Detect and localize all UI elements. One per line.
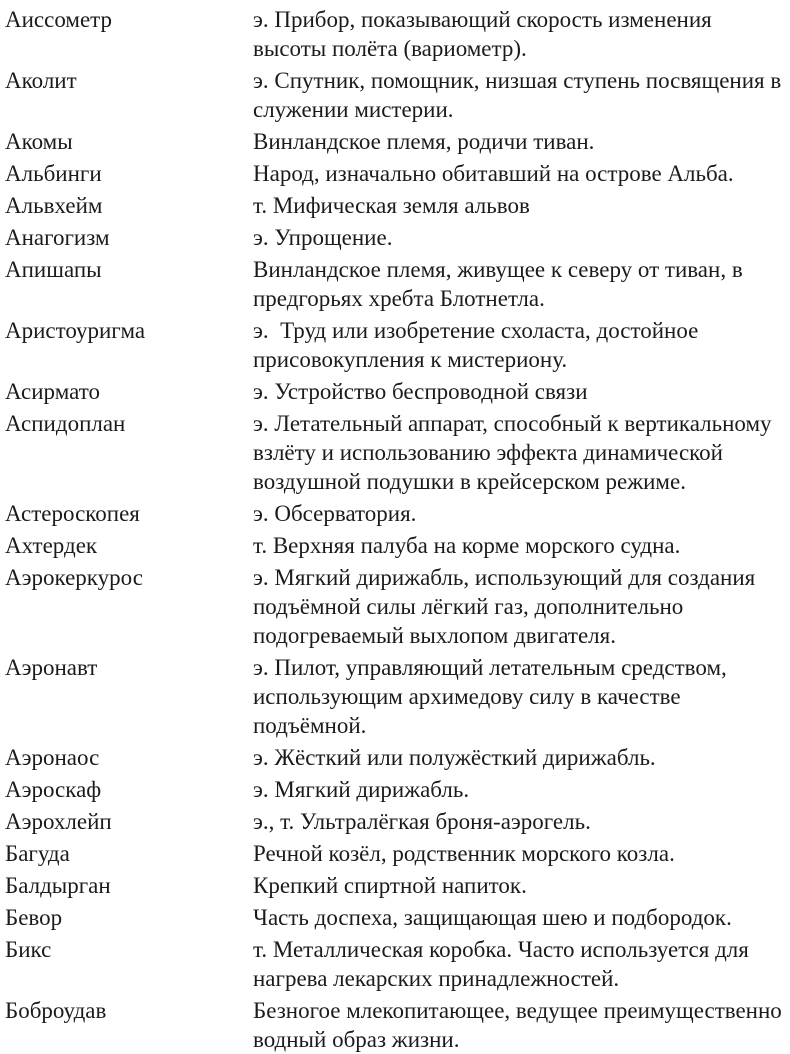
term-cell: Бикс bbox=[5, 937, 52, 962]
glossary-row bbox=[5, 5, 790, 63]
term-cell: Анагогизм bbox=[5, 225, 110, 250]
definition-cell bbox=[253, 255, 790, 313]
definition-line: водный образ жизни. bbox=[253, 1027, 460, 1052]
term-cell: Аэронаос bbox=[5, 745, 100, 770]
term-cell: Апишапы bbox=[5, 257, 102, 282]
definition-line: э., т. Ультралёгкая броня-аэрогель. bbox=[253, 809, 591, 834]
glossary-row bbox=[5, 159, 790, 188]
definition-cell bbox=[253, 775, 790, 804]
definition-line: воздушной подушки в крейсерском режиме. bbox=[253, 469, 686, 494]
term-cell: Аиссометр bbox=[5, 7, 112, 32]
glossary-row bbox=[5, 935, 790, 993]
definition-cell bbox=[253, 903, 790, 932]
definition-cell bbox=[253, 531, 790, 560]
definition-line: т. Мифическая земля альвов bbox=[253, 193, 530, 218]
term-cell: Бевор bbox=[5, 905, 63, 930]
definition-line: служении мистерии. bbox=[253, 97, 454, 122]
glossary-row bbox=[5, 871, 790, 900]
term-cell: Асирмато bbox=[5, 379, 100, 404]
definition-line: т. Верхняя палуба на корме морского судна. bbox=[253, 533, 681, 558]
definition-line: Безногое млекопитающее, ведущее преимущественно bbox=[253, 998, 782, 1023]
glossary-row bbox=[5, 191, 790, 220]
definition-line: Часть доспеха, защищающая шею и подбородок. bbox=[253, 905, 732, 930]
definition-line: подъёмной. bbox=[253, 713, 367, 738]
definition-line: нагрева лекарских принадлежностей. bbox=[253, 966, 620, 991]
glossary-row bbox=[5, 775, 790, 804]
glossary-row bbox=[5, 743, 790, 772]
glossary-row bbox=[5, 409, 790, 496]
definition-cell bbox=[253, 223, 790, 252]
term-cell: Аристоуригма bbox=[5, 318, 146, 343]
definition-cell bbox=[253, 743, 790, 772]
definition-line: э. Труд или изобретение схоласта, достойное bbox=[253, 318, 699, 343]
definition-cell bbox=[253, 377, 790, 406]
definition-cell bbox=[253, 191, 790, 220]
definition-cell bbox=[253, 935, 790, 993]
definition-line: взлёту и использованию эффекта динамической bbox=[253, 440, 723, 465]
glossary-row bbox=[5, 499, 790, 528]
glossary-row bbox=[5, 223, 790, 252]
glossary-row bbox=[5, 66, 790, 124]
definition-line: э. Мягкий дирижабль, использующий для создания bbox=[253, 565, 756, 590]
term-cell: Аспидоплан bbox=[5, 411, 126, 436]
definition-line: Речной козёл, родственник морского козла. bbox=[253, 841, 675, 866]
term-cell: Акомы bbox=[5, 129, 73, 154]
definition-line: э. Спутник, помощник, низшая ступень посвящения в bbox=[253, 68, 782, 93]
definition-line: э. Летательный аппарат, способный к вертикальному bbox=[253, 411, 772, 436]
definition-cell bbox=[253, 159, 790, 188]
glossary-row bbox=[5, 903, 790, 932]
glossary-row bbox=[5, 255, 790, 313]
definition-line: Крепкий спиртной напиток. bbox=[253, 873, 527, 898]
definition-cell bbox=[253, 653, 790, 740]
term-cell: Астероскопея bbox=[5, 501, 140, 526]
definition-line: э. Обсерватория. bbox=[253, 501, 417, 526]
definition-line: т. Металлическая коробка. Часто используется для bbox=[253, 937, 749, 962]
definition-line: Народ, изначально обитавший на острове Альба. bbox=[253, 161, 734, 186]
glossary-entries bbox=[5, 5, 790, 1054]
term-cell: Боброудав bbox=[5, 998, 107, 1023]
definition-cell bbox=[253, 66, 790, 124]
term-cell: Аколит bbox=[5, 68, 77, 93]
definition-cell bbox=[253, 499, 790, 528]
definition-line: э. Устройство беспроводной связи bbox=[253, 379, 588, 404]
definition-cell bbox=[253, 996, 790, 1054]
glossary-row bbox=[5, 653, 790, 740]
definition-cell bbox=[253, 409, 790, 496]
definition-cell bbox=[253, 563, 790, 650]
definition-cell bbox=[253, 5, 790, 63]
definition-line: Винландское племя, родичи тиван. bbox=[253, 129, 595, 154]
definition-line: подъёмной силы лёгкий газ, дополнительно bbox=[253, 594, 684, 619]
term-cell: Ахтердек bbox=[5, 533, 98, 558]
term-cell: Багуда bbox=[5, 841, 70, 866]
glossary-row bbox=[5, 531, 790, 560]
term-cell: Аэронавт bbox=[5, 655, 98, 680]
term-cell: Аэроскаф bbox=[5, 777, 102, 802]
term-cell: Аэрокеркурос bbox=[5, 565, 143, 590]
term-cell: Аэрохлейп bbox=[5, 809, 112, 834]
definition-cell bbox=[253, 871, 790, 900]
glossary-row bbox=[5, 377, 790, 406]
definition-line: э. Упрощение. bbox=[253, 225, 393, 250]
definition-line: присовокупления к мистериону. bbox=[253, 347, 568, 372]
definition-line: э. Жёсткий или полужёсткий дирижабль. bbox=[253, 745, 656, 770]
definition-cell bbox=[253, 807, 790, 836]
definition-line: Винландское племя, живущее к северу от тиван, в bbox=[253, 257, 743, 282]
glossary-row bbox=[5, 996, 790, 1054]
definition-line: предгорьях хребта Блотнетла. bbox=[253, 286, 545, 311]
term-cell: Балдырган bbox=[5, 873, 111, 898]
glossary-row bbox=[5, 839, 790, 868]
definition-line: высоты полёта (вариометр). bbox=[253, 36, 527, 61]
definition-line: подогреваемый выхлопом двигателя. bbox=[253, 623, 616, 648]
definition-line: э. Прибор, показывающий скорость изменения bbox=[253, 7, 712, 32]
term-cell: Альбинги bbox=[5, 161, 102, 186]
definition-cell bbox=[253, 839, 790, 868]
definition-cell bbox=[253, 316, 790, 374]
glossary-row bbox=[5, 563, 790, 650]
glossary-row bbox=[5, 807, 790, 836]
glossary-row bbox=[5, 127, 790, 156]
definition-line: э. Мягкий дирижабль. bbox=[253, 777, 470, 802]
term-cell: Альвхейм bbox=[5, 193, 103, 218]
definition-line: э. Пилот, управляющий летательным средством, bbox=[253, 655, 727, 680]
definition-line: использующим архимедову силу в качестве bbox=[253, 684, 681, 709]
definition-cell bbox=[253, 127, 790, 156]
glossary-row bbox=[5, 316, 790, 374]
